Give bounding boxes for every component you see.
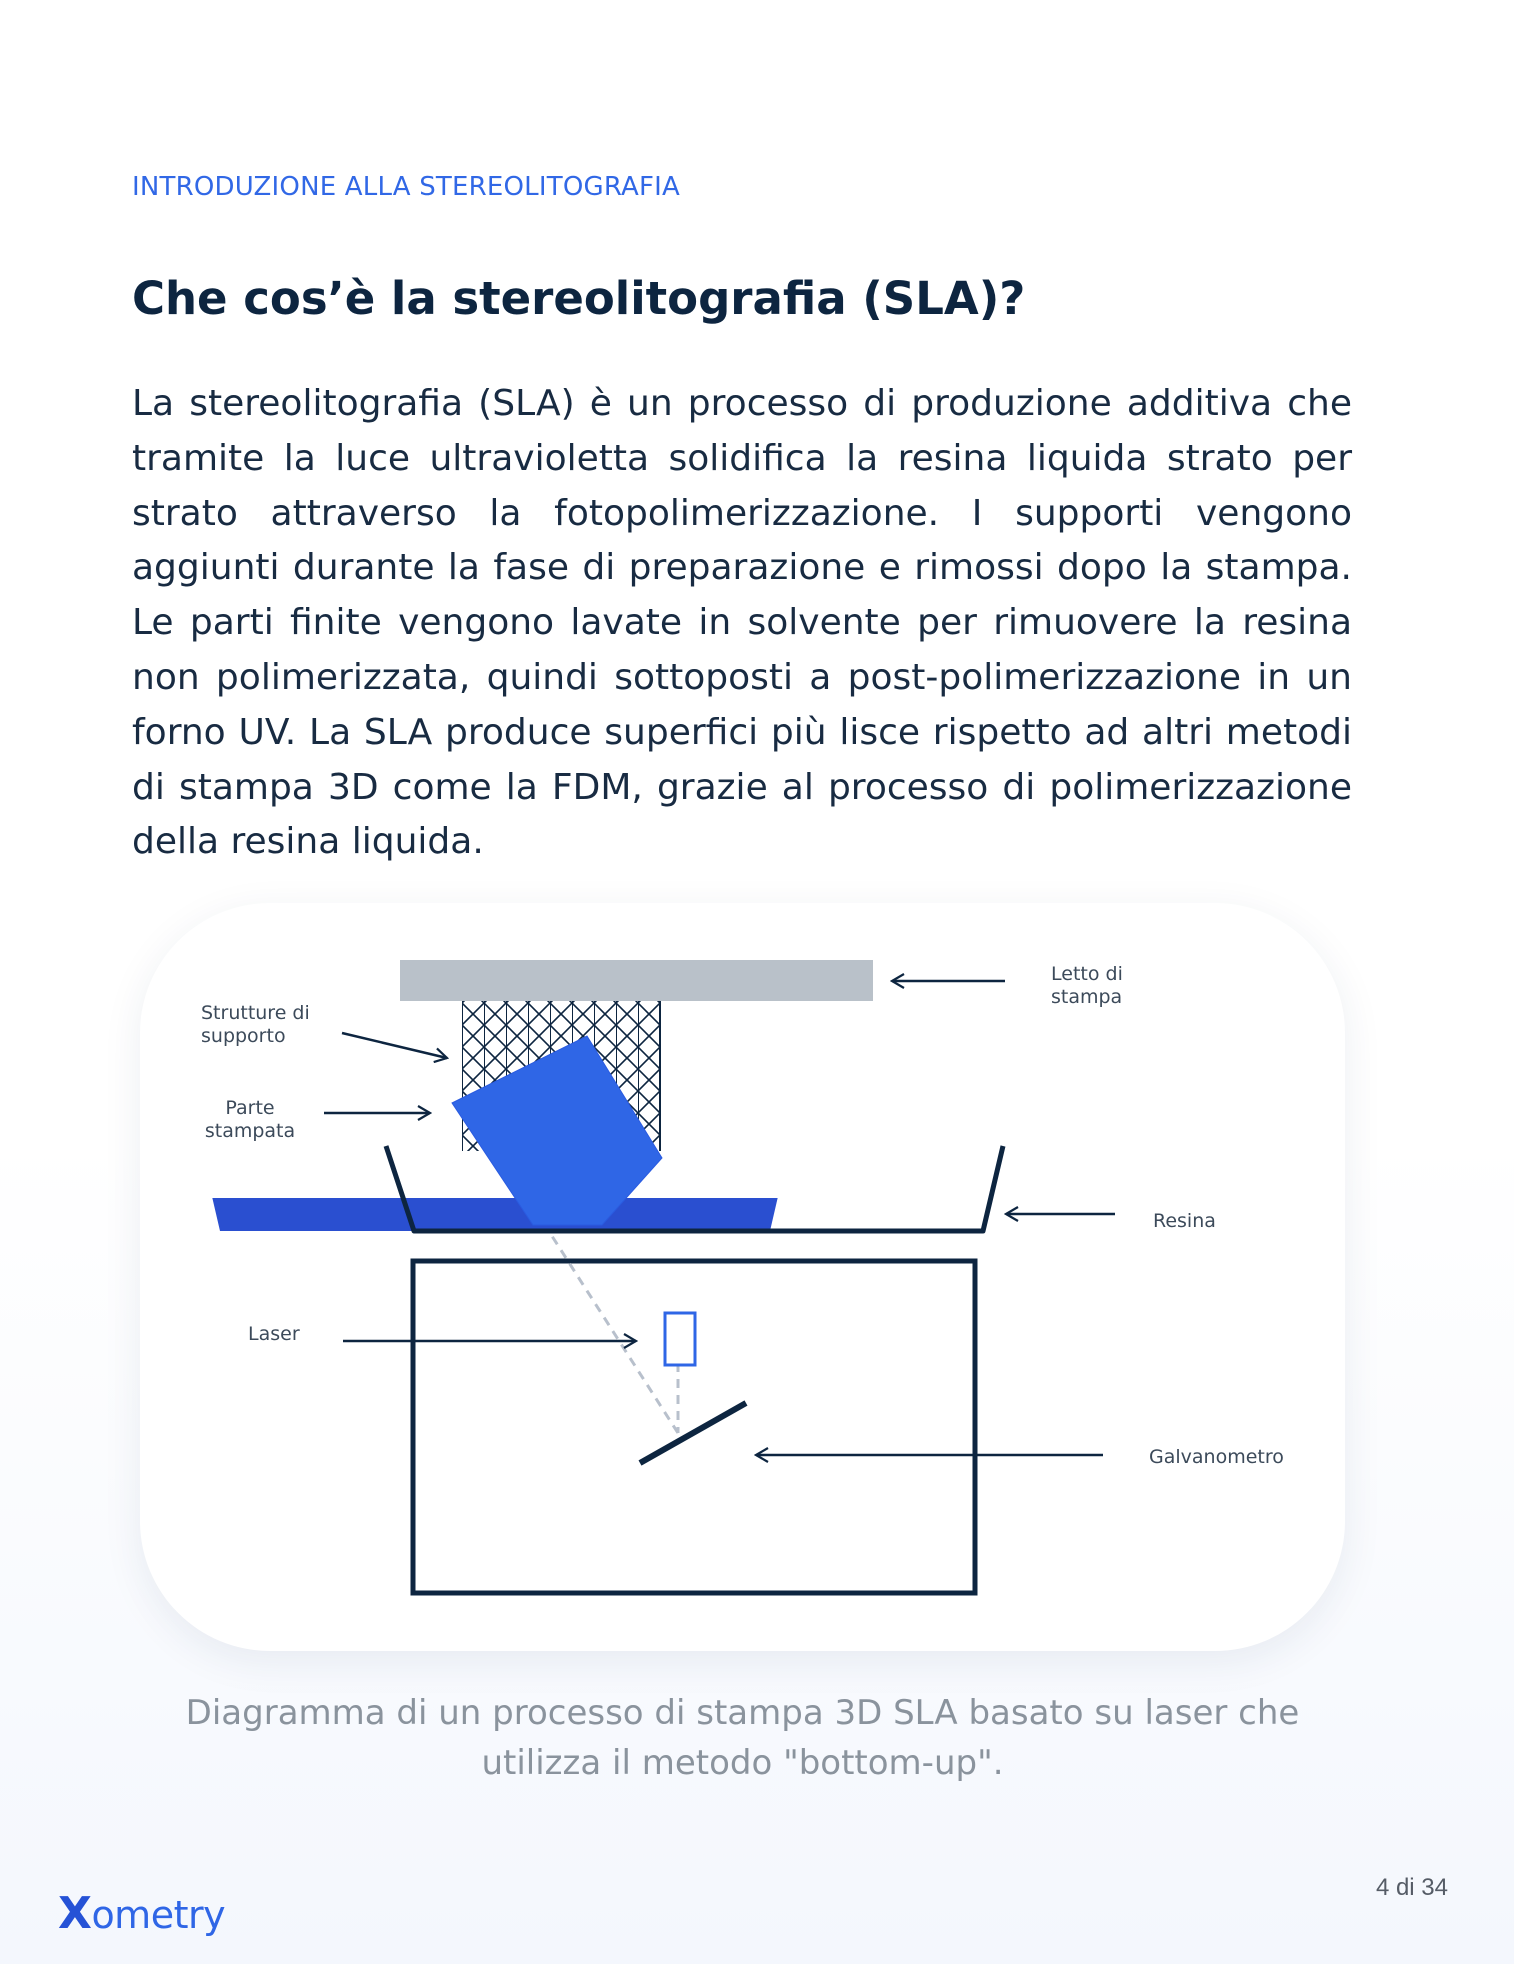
diagram-card [140,903,1345,1651]
intro-paragraph: La stereolitografia (SLA) è un processo di produzione additiva che tramite la luce ultravioletta solidifica la resina liquida strato per strato attraverso la fotopolimerizzazione. I supporti vengono aggiunti durante la fase di preparazione e rimossi dopo la stampa. Le parti finite vengono lavate in solvente per rimuovere la resina non polimerizzata, quindi sottoposti a post-polimerizzazione in un forno UV. La SLA produce superfici più lisce rispetto ad altri metodi di stampa 3D come la FDM, grazie al processo di polimerizzazione della resina liquida. [132,383,1352,863]
logo-x-mark: X [58,1888,92,1939]
label-build-plate: Letto di stampa [1051,963,1123,1008]
laser-emitter [665,1313,695,1365]
machine-base [413,1261,975,1593]
label-galvanometer: Galvanometro [1149,1446,1284,1468]
arrow-supports [342,1033,447,1058]
page-title: Che cos’è la stereolitografia (SLA)? [132,272,1026,325]
logo-wordmark: ometry [91,1893,226,1937]
page-number: 4 di 34 [1375,1874,1448,1901]
xometry-logo[interactable] [58,1888,225,1939]
section-eyebrow: INTRODUZIONE ALLA STEREOLITOGRAFIA [132,172,681,202]
resin-layer [200,1198,800,1233]
galvanometer-mirror [640,1403,746,1463]
build-plate [400,960,873,1001]
figure-caption: Diagramma di un processo di stampa 3D SLA basato su laser che utilizza il metodo "bottom-up". [185,1693,1300,1783]
label-printed-part: Parte stampata [204,1097,296,1142]
label-laser: Laser [248,1323,300,1345]
label-resin: Resina [1153,1210,1216,1232]
label-supports: Strutture di supporto [201,1002,310,1047]
